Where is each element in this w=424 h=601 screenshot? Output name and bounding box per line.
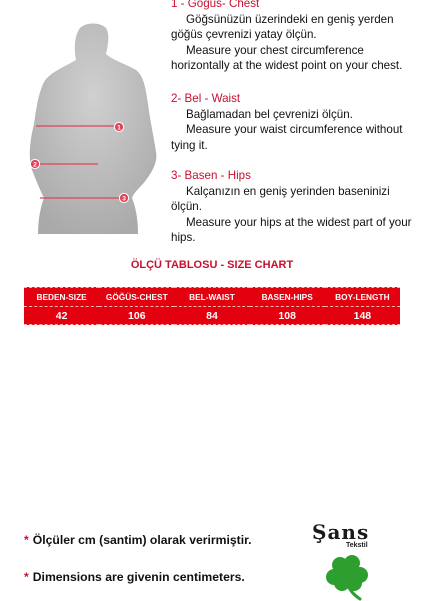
chest-instructions: [171, 0, 421, 74]
hips-text-tr: Kalçanızın en geniş yerinden baseninizi ölçün.: [171, 184, 390, 214]
body-measurement-figure: [22, 20, 162, 238]
note-star: *: [24, 533, 29, 547]
header-size: BEDEN-SIZE: [24, 288, 99, 307]
marker-2: [30, 159, 39, 168]
header-waist: BEL-WAIST: [174, 288, 249, 307]
size-chart-table: [24, 287, 400, 325]
marker-2-label: 2: [33, 161, 37, 169]
header-hips: BASEN-HIPS: [250, 288, 325, 307]
cell-chest: 106: [99, 307, 174, 325]
waist-instructions: [171, 91, 421, 153]
note-units-tr: [24, 533, 252, 547]
note-units-en: [24, 570, 245, 584]
note-text: Ölçüler cm (santim) olarak verirmiştir.: [32, 533, 252, 547]
header-length: BOY-LENGTH: [325, 288, 400, 307]
marker-3-label: 3: [122, 195, 126, 203]
brand-logo-sub: Tekstil: [346, 542, 368, 549]
header-chest: GÖĞÜS-CHEST: [99, 288, 174, 307]
hips-text-en: Measure your hips at the widest part of your hips.: [171, 215, 412, 245]
cell-waist: 84: [174, 307, 249, 325]
hips-heading: 3- Basen - Hips: [171, 169, 251, 182]
note-text: Dimensions are givenin centimeters.: [32, 570, 245, 584]
chest-text-en: Measure your chest circumference horizontally at the widest point on your chest.: [171, 43, 403, 73]
cell-length: 148: [325, 307, 400, 325]
hips-instructions: [171, 168, 421, 246]
marker-1: [114, 122, 123, 131]
marker-3: [119, 193, 128, 202]
silhouette: [30, 24, 157, 235]
brand-logo-name: Şans: [312, 520, 370, 544]
cell-hips: 108: [250, 307, 325, 325]
table-header-row: [24, 288, 400, 307]
clover-icon: [322, 553, 374, 601]
size-chart-title: ÖLÇÜ TABLOSU - SIZE CHART: [130, 259, 294, 271]
marker-1-label: 1: [117, 124, 121, 132]
cell-size: 42: [24, 307, 99, 325]
waist-text-en: Measure your waist circumference without tying it.: [171, 123, 403, 152]
chest-text-tr: Göğsünüzün üzerindeki en geniş yerden göğüs çevrenizi yatay ölçün.: [171, 12, 394, 42]
chest-heading: 1 - Göğüs- Chest: [171, 0, 260, 10]
waist-heading: 2- Bel - Waist: [171, 92, 241, 105]
table-row: [24, 307, 400, 325]
waist-text-tr: Bağlamadan bel çevrenizi ölçün.: [186, 107, 353, 121]
note-star: *: [24, 570, 29, 584]
